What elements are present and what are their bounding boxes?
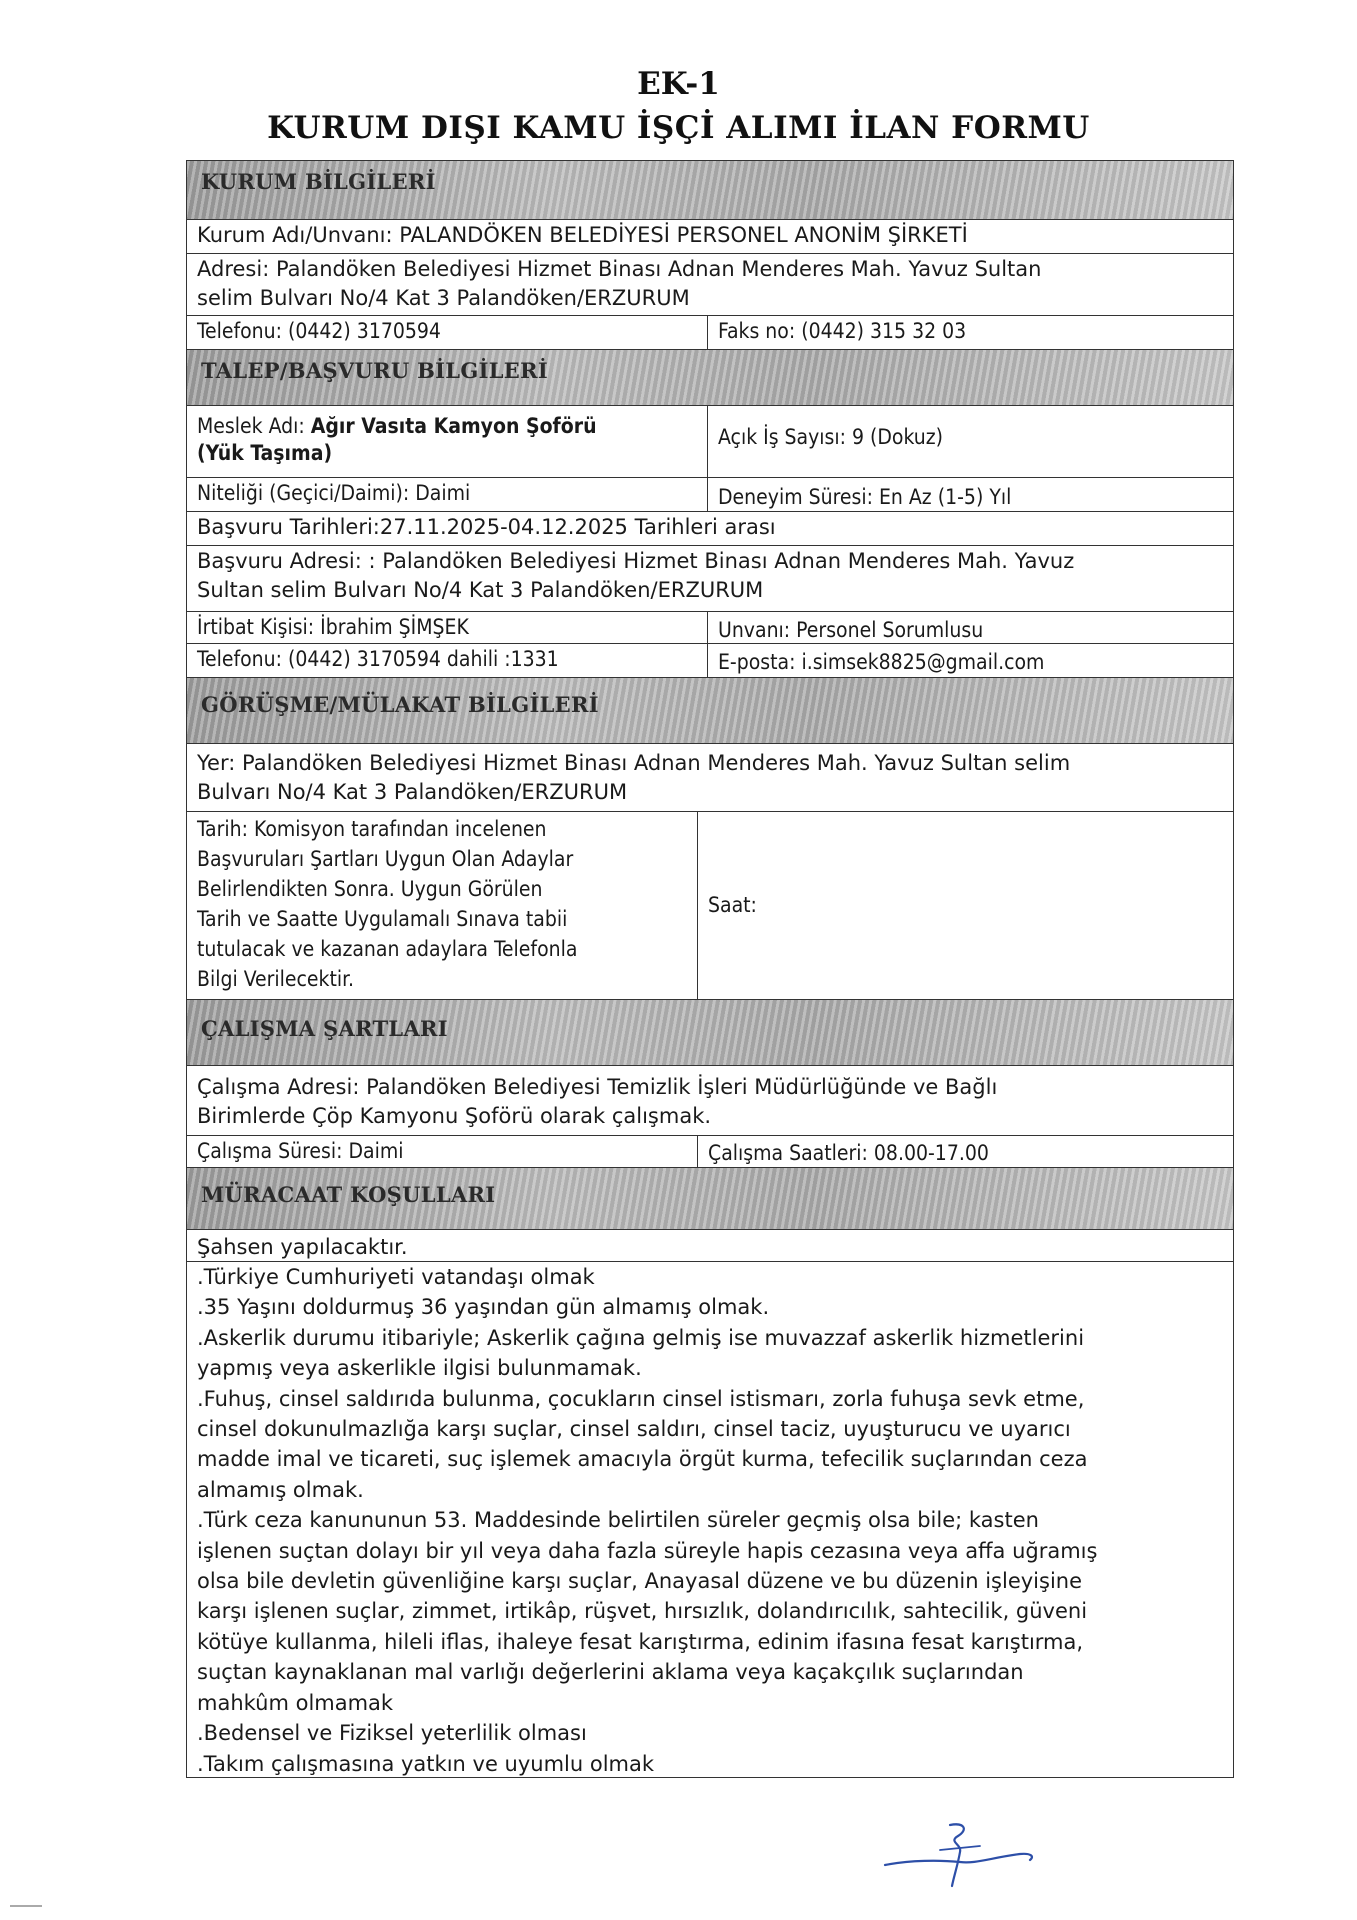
condition-line: .Takım çalışmasına yatkın ve uyumlu olmak [197, 1751, 655, 1776]
work-address-row [186, 1066, 1234, 1136]
application-dates: Başvuru Tarihleri:27.11.2025-04.12.2025 Tarihleri arası [197, 515, 776, 539]
condition-line: .35 Yaşını doldurmuş 36 yaşından gün almamış olmak. [197, 1295, 770, 1320]
contact-email: E-posta: i.simsek8825@gmail.com [707, 644, 1233, 677]
condition-line: mahkûm olmamak [197, 1690, 394, 1715]
profession-detail: (Yük Taşıma) [197, 441, 333, 465]
section-institution: KURUM BİLGİLERİ [186, 160, 1234, 220]
application-address-row [186, 546, 1234, 612]
experience-required: Deneyim Süresi: En Az (1-5) Yıl [707, 478, 1233, 511]
institution-contact-row [186, 316, 1234, 350]
institution-fax: Faks no: (0442) 315 32 03 [707, 316, 1233, 349]
work-duration: Çalışma Süresi: Daimi [197, 1139, 404, 1163]
profession-cell [187, 406, 707, 477]
section-application-conditions: MÜRACAAT KOŞULLARI [186, 1168, 1234, 1230]
in-person-note: Şahsen yapılacaktır. [197, 1235, 408, 1259]
institution-address-line2: selim Bulvarı No/4 Kat 3 Palandöken/ERZURUM [197, 286, 690, 310]
work-hours: Çalışma Saatleri: 08.00-17.00 [697, 1136, 1233, 1167]
interview-date-line: Bilgi Verilecektir. [197, 967, 354, 991]
institution-address-line1: Adresi: Palandöken Belediyesi Hizmet Binası Adnan Menderes Mah. Yavuz Sultan [197, 257, 1042, 281]
condition-line: .Türkiye Cumhuriyeti vatandaşı olmak [197, 1265, 595, 1289]
condition-line: madde imal ve ticareti, suç işlemek amacıyla örgüt kurma, tefecilik suçlarından ceza [197, 1447, 1088, 1472]
contact-person: İrtibat Kişisi: İbrahim ŞİMŞEK [197, 615, 469, 639]
institution-name: Kurum Adı/Unvanı: PALANDÖKEN BELEDİYESİ PERSONEL ANONİM ŞİRKETİ [197, 223, 968, 247]
condition-line: suçtan kaynaklanan mal varlığı değerlerini aklama veya kaçakçılık suçlarından [197, 1660, 1024, 1685]
work-schedule-row [186, 1136, 1234, 1168]
interview-place-line2: Bulvarı No/4 Kat 3 Palandöken/ERZURUM [197, 780, 628, 804]
condition-line: işlenen suçtan dolayı bir yıl veya daha fazla süreyle hapis cezasına veya affa uğramış [197, 1538, 1098, 1563]
interview-time: Saat: [697, 812, 1233, 999]
interview-place-line1: Yer: Palandöken Belediyesi Hizmet Binası Adnan Menderes Mah. Yavuz Sultan selim [197, 751, 1071, 775]
application-address-line1: Başvuru Adresi: : Palandöken Belediyesi Hizmet Binası Adnan Menderes Mah. Yavuz [197, 549, 1075, 573]
condition-line: olsa bile devletin güvenliğine karşı suçlar, Anayasal düzene ve bu düzenin işleyişine [197, 1569, 1083, 1594]
interview-date-line: Tarih ve Saatte Uygulamalı Sınava tabii [197, 907, 568, 931]
institution-address-row [186, 254, 1234, 316]
institution-name-row [186, 220, 1234, 254]
open-positions: Açık İş Sayısı: 9 (Dokuz) [707, 406, 1233, 477]
condition-line: kötüye kullanma, hileli iflas, ihaleye fesat karıştırma, edinim ifasına fesat karıştırma, [197, 1629, 1084, 1654]
nature-row [186, 478, 1234, 512]
contact-phone-row [186, 644, 1234, 678]
interview-date-line: Başvuruları Şartları Uygun Olan Adaylar [197, 847, 574, 871]
form-title: KURUM DIŞI KAMU İŞÇİ ALIMI İLAN FORMU [267, 110, 1090, 146]
profession-name: Ağır Vasıta Kamyon Şoförü [310, 414, 597, 438]
condition-line: .Fuhuş, cinsel saldırıda bulunma, çocukların cinsel istismarı, zorla fuhuşa sevk etme, [197, 1386, 1085, 1411]
work-address-line1: Çalışma Adresi: Palandöken Belediyesi Temizlik İşleri Müdürlüğünde ve Bağlı [197, 1075, 998, 1099]
condition-line: karşı işlenen suçlar, zimmet, irtikâp, rüşvet, hırsızlık, dolandırıcılık, sahtecilik, güveni [197, 1599, 1088, 1624]
profession-row [186, 406, 1234, 478]
condition-line: .Askerlik durumu itibariyle; Askerlik çağına gelmiş ise muvazzaf askerlik hizmetlerini [197, 1325, 1085, 1350]
conditions-list [186, 1262, 1234, 1778]
condition-line: .Bedensel ve Fiziksel yeterlilik olması [197, 1721, 587, 1746]
contact-phone: Telefonu: (0442) 3170594 dahili :1331 [197, 647, 559, 671]
condition-line: yapmış veya askerlikle ilgisi bulunmamak. [197, 1356, 642, 1381]
interview-datetime-row [186, 812, 1234, 1000]
section-work-conditions: ÇALIŞMA ŞARTLARI [186, 1000, 1234, 1066]
condition-line: cinsel dokunulmazlığa karşı suçlar, cinsel saldırı, cinsel taciz, uyuşturucu ve uyarıcı [197, 1417, 1071, 1442]
application-address-line2: Sultan selim Bulvarı No/4 Kat 3 Palandöken/ERZURUM [197, 578, 764, 602]
work-address-line2: Birimlerde Çöp Kamyonu Şoförü olarak çalışmak. [197, 1104, 712, 1128]
interview-date-line: Tarih: Komisyon tarafından incelenen [197, 817, 547, 841]
in-person-row [186, 1230, 1234, 1262]
contact-title: Unvanı: Personel Sorumlusu [707, 612, 1233, 643]
condition-line: .Türk ceza kanununun 53. Maddesinde belirtilen süreler geçmiş olsa bile; kasten [197, 1508, 1039, 1533]
institution-phone: Telefonu: (0442) 3170594 [197, 319, 441, 343]
dates-row [186, 512, 1234, 546]
section-application: TALEP/BAŞVURU BİLGİLERİ [186, 350, 1234, 406]
profession-label: Meslek Adı: [197, 414, 305, 438]
section-interview: GÖRÜŞME/MÜLAKAT BİLGİLERİ [186, 678, 1234, 744]
interview-date [187, 812, 697, 999]
interview-place-row [186, 744, 1234, 812]
condition-line: almamış olmak. [197, 1477, 364, 1502]
page-mark [10, 1905, 42, 1907]
handwritten-signature [880, 1820, 1040, 1890]
interview-date-line: Belirlendikten Sonra. Uygun Görülen [197, 877, 543, 901]
job-nature: Niteliği (Geçici/Daimi): Daimi [197, 481, 471, 505]
conditions-body [187, 1262, 1233, 1781]
contact-person-row [186, 612, 1234, 644]
annex-label: EK-1 [637, 66, 720, 102]
interview-date-line: tutulacak ve kazanan adaylara Telefonla [197, 937, 578, 961]
